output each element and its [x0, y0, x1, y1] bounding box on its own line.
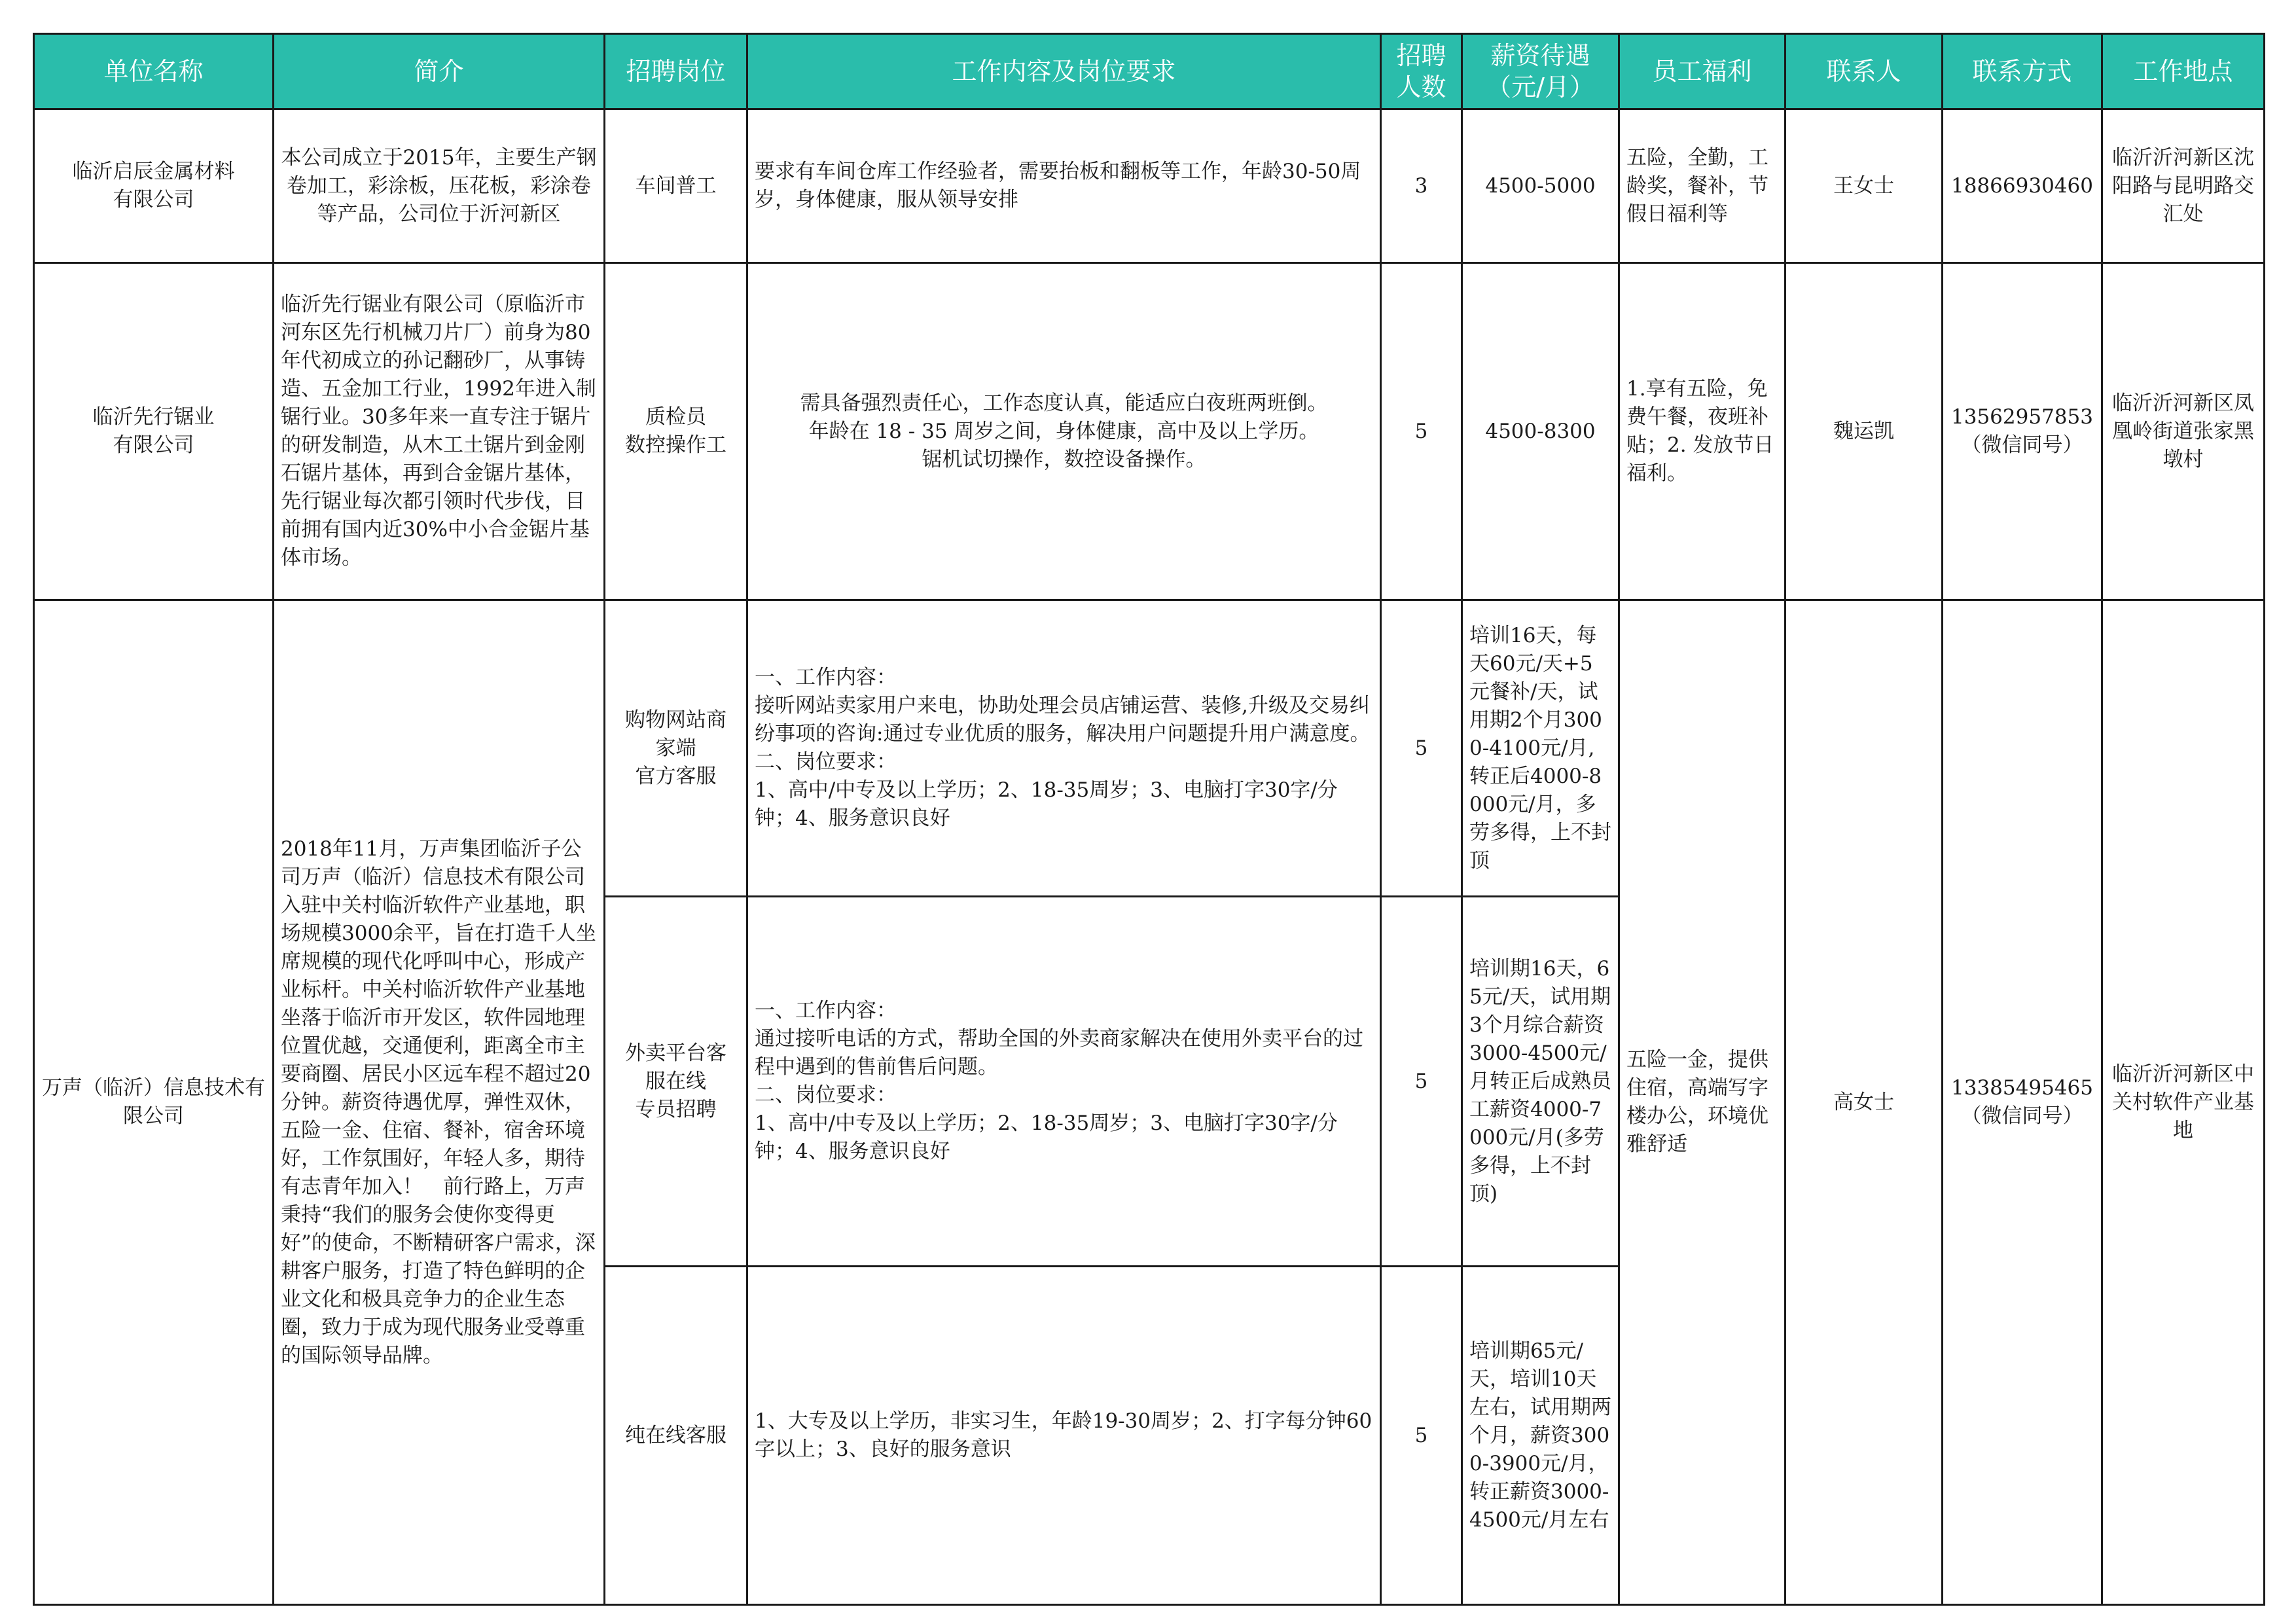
job-salary: 培训期16天，65元/天，试用期3个月综合薪资3000-4500元/月转正后成熟员工薪资4000-7000元/月(多劳多得，上不封顶) — [1462, 897, 1619, 1267]
job-position: 车间普工 — [605, 109, 747, 263]
header-phone: 联系方式 — [1943, 34, 2102, 109]
job-requirements: 一、工作内容： 接听网站卖家用户来电，协助处理会员店铺运营、装修,升级及交易纠纷事项的咨询:通过专业优质的服务，解决用户问题提升用户满意度。 二、岗位要求： 1、高中/中专及以上学历；2、18-35周岁；3、电脑打字30字/分钟；4、服务意识良好 — [747, 600, 1381, 897]
job-requirements: 需具备强烈责任心，工作态度认真，能适应白夜班两班倒。 年龄在 18 - 35 周岁之间，身体健康，高中及以上学历。 锯机试切操作，数控设备操作。 — [747, 263, 1381, 600]
company-phone: 13562957853 （微信同号） — [1943, 263, 2102, 600]
job-headcount: 5 — [1381, 897, 1462, 1267]
company-contact: 王女士 — [1785, 109, 1943, 263]
header-benefits: 员工福利 — [1619, 34, 1785, 109]
job-salary: 培训期65元/天，培训10天左右，试用期两个月，薪资3000-3900元/月，转正薪资3000-4500元/月左右 — [1462, 1267, 1619, 1605]
table-row — [34, 600, 2265, 897]
company-benefits: 五险，全勤，工龄奖，餐补，节假日福利等 — [1619, 109, 1785, 263]
job-position: 纯在线客服 — [605, 1267, 747, 1605]
company-phone: 18866930460 — [1943, 109, 2102, 263]
header-salary: 薪资待遇 （元/月） — [1462, 34, 1619, 109]
job-headcount: 3 — [1381, 109, 1462, 263]
company-intro: 2018年11月，万声集团临沂子公司万声（临沂）信息技术有限公司入驻中关村临沂软件产业基地，职场规模3000余平，旨在打造千人坐席规模的现代化呼叫中心，形成产业标杆。中关村临沂软件产业基地坐落于临沂市开发区，软件园地理位置优越，交通便利，距离全市主要商圈、居民小区远车程不超过20分钟。薪资待遇优厚，弹性双休，五险一金、住宿、餐补，宿舍环境好，工作氛围好，年轻人多，期待有志青年加入！ 前行路上，万声秉持“我们的服务会使你变得更好”的使命，不断精研客户需求，深耕客户服务，打造了特色鲜明的企业文化和极具竞争力的企业生态圈，致力于成为现代服务业受尊重的国际领导品牌。 — [274, 600, 605, 1605]
company-location: 临沂沂河新区中关村软件产业基地 — [2102, 600, 2265, 1605]
company-name: 万声（临沂）信息技术有限公司 — [34, 600, 274, 1605]
company-intro: 临沂先行锯业有限公司（原临沂市河东区先行机械刀片厂）前身为80年代初成立的孙记翻砂厂，从事铸造、五金加工行业，1992年进入制锯行业。30多年来一直专注于锯片的研发制造，从木工土锯片到金刚石锯片基体，再到合金锯片基体，先行锯业每次都引领时代步伐，目前拥有国内近30%中小合金锯片基体市场。 — [274, 263, 605, 600]
table-row — [34, 109, 2265, 263]
job-salary: 4500-5000 — [1462, 109, 1619, 263]
job-headcount: 5 — [1381, 1267, 1462, 1605]
company-benefits: 1.享有五险，免费午餐，夜班补贴；2. 发放节日福利。 — [1619, 263, 1785, 600]
header-location: 工作地点 — [2102, 34, 2265, 109]
table-row — [34, 263, 2265, 600]
job-requirements: 1、大专及以上学历，非实习生，年龄19-30周岁；2、打字每分钟60字以上；3、良好的服务意识 — [747, 1267, 1381, 1605]
company-contact: 高女士 — [1785, 600, 1943, 1605]
recruitment-table — [33, 33, 2265, 1606]
company-location: 临沂沂河新区凤凰岭街道张家黑墩村 — [2102, 263, 2265, 600]
header-position: 招聘岗位 — [605, 34, 747, 109]
job-position: 外卖平台客 服在线 专员招聘 — [605, 897, 747, 1267]
company-location: 临沂沂河新区沈阳路与昆明路交汇处 — [2102, 109, 2265, 263]
company-intro: 本公司成立于2015年，主要生产钢卷加工，彩涂板，压花板，彩涂卷等产品，公司位于沂河新区 — [274, 109, 605, 263]
job-position: 购物网站商 家端 官方客服 — [605, 600, 747, 897]
company-name: 临沂启辰金属材料 有限公司 — [34, 109, 274, 263]
job-salary: 培训16天，每天60元/天+5元餐补/天，试用期2个月3000-4100元/月,转正后4000-8000元/月，多劳多得，上不封顶 — [1462, 600, 1619, 897]
job-headcount: 5 — [1381, 263, 1462, 600]
header-intro: 简介 — [274, 34, 605, 109]
company-name: 临沂先行锯业 有限公司 — [34, 263, 274, 600]
header-company-name: 单位名称 — [34, 34, 274, 109]
job-requirements: 一、工作内容： 通过接听电话的方式，帮助全国的外卖商家解决在使用外卖平台的过程中遇到的售前售后问题。 二、岗位要求： 1、高中/中专及以上学历；2、18-35周岁；3、电脑打字30字/分钟；4、服务意识良好 — [747, 897, 1381, 1267]
company-benefits: 五险一金，提供住宿，高端写字楼办公，环境优雅舒适 — [1619, 600, 1785, 1605]
job-headcount: 5 — [1381, 600, 1462, 897]
header-requirements: 工作内容及岗位要求 — [747, 34, 1381, 109]
company-contact: 魏运凯 — [1785, 263, 1943, 600]
header-headcount: 招聘 人数 — [1381, 34, 1462, 109]
header-contact: 联系人 — [1785, 34, 1943, 109]
job-position: 质检员 数控操作工 — [605, 263, 747, 600]
table-header-row — [34, 34, 2265, 109]
job-salary: 4500-8300 — [1462, 263, 1619, 600]
company-phone: 13385495465 （微信同号） — [1943, 600, 2102, 1605]
job-requirements: 要求有车间仓库工作经验者，需要抬板和翻板等工作，年龄30-50周岁，身体健康，服从领导安排 — [747, 109, 1381, 263]
